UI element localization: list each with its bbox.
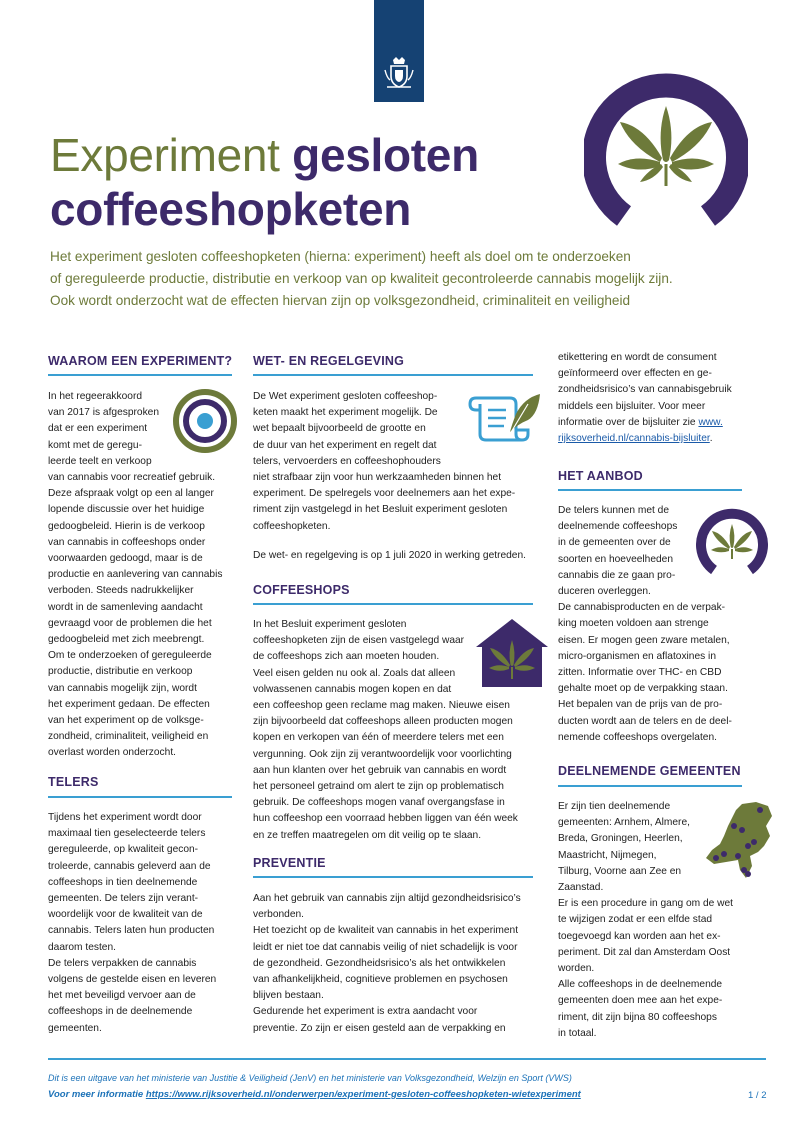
target-icon	[172, 388, 238, 454]
heading-gemeenten: DEELNEMENDE GEMEENTEN	[558, 764, 741, 778]
more-info-link[interactable]: https://www.rijksoverheid.nl/onderwerpen/experiment-gesloten-coffeeshopketen-wietexperiment	[145, 1089, 581, 1100]
divider	[48, 796, 232, 798]
house-leaf-icon	[474, 617, 550, 689]
intro-text: Het experiment gesloten coffeeshopketen (hierna: experiment) heeft als doel om te onderzoeken of gereguleerde productie, distributie en verkoop van op kwaliteit gecontroleerde cannabis mogelijk zijn. Ook wordt onderzocht wat de effecten hiervan zijn op volksgezondheid, criminaliteit en veiligheid	[50, 249, 673, 308]
heading-waarom: WAAROM EEN EXPERIMENT?	[48, 354, 233, 368]
text-aanbod: De telers kunnen met de deelnemende coffeeshops in de gemeenten over de soorten en hoeveelheden cannabis die ze gaan pro- duceren overleggen. De cannabisproducten en de verpak- king moeten voldoen aan strenge eisen. Er mogen geen zware metalen, micro-organismen en aflatoxines in zitten. Informatie over THC- en CBD gehalte moet op de verpakking staan. Het bepalen van de prijs van de pro- ducten wordt aan de telers en de deel- nemende coffeeshops overgelaten.	[558, 505, 732, 743]
page-title: Experiment gesloten coffeeshopketen	[50, 129, 479, 235]
scroll-quill-icon	[468, 390, 544, 444]
bijsluiter-link[interactable]: www.	[698, 416, 723, 428]
text-wet: De Wet experiment gesloten coffeeshop- keten maakt het experiment mogelijk. De wet bepaalt bijvoorbeeld de grootte en de duur van het experiment en regelt dat telers, vervoerders en coffeeshophouders niet strafbaar zijn voor hun werkzaamheden binnen het experiment. De spelregels voor deelnemers aan het expe- riment zijn vastgelegd in het Besluit experiment gesloten coffeeshopketen.	[253, 391, 516, 532]
heading-preventie: PREVENTIE	[253, 856, 326, 870]
text-wet-note: De wet- en regelgeving is op 1 juli 2020 in werking getreden.	[253, 550, 526, 561]
footer-publisher: Dit is een uitgave van het ministerie van Justitie & Veiligheid (JenV) en het ministerie van Volksgezondheid, Welzijn en Sport (VWS)	[48, 1073, 572, 1083]
divider	[48, 374, 232, 376]
text-gemeenten: Er zijn tien deelnemende gemeenten: Arnhem, Almere, Breda, Groningen, Heerlen, Maastricht, Nijmegen, Tilburg, Voorne aan Zee en Zaanstad. Er is een procedure in gang om de wet te wijzigen zodat er een elfde stad toegevoegd kan worden aan het ex- periment. Dit zal dan Amsterdam Oost worden. Alle coffeeshops in de deelnemende gemeenten doen mee aan het expe- riment, dit zijn bijna 80 coffeeshops in totaal.	[558, 801, 733, 1039]
cannabis-leaf-circle-icon	[584, 66, 748, 234]
netherlands-map-icon	[702, 800, 774, 882]
rijksoverheid-logo-icon	[383, 56, 415, 92]
heading-telers: TELERS	[48, 775, 99, 789]
heading-aanbod: HET AANBOD	[558, 469, 643, 483]
divider	[558, 489, 742, 491]
divider	[253, 603, 533, 605]
rijksoverheid-logo	[374, 0, 424, 102]
footer-divider	[48, 1058, 766, 1060]
divider	[253, 374, 533, 376]
text-coffeeshops: In het Besluit experiment gesloten coffeeshopketen zijn de eisen vastgelegd waar de coffeeshops zich aan moeten houden. Veel eisen gelden nu ook al. Zoals dat alleen volwassenen cannabis mogen kopen en dat een coffeeshop geen reclame mag maken. Nieuwe eisen zijn bijvoorbeeld dat coffeeshops alleen producten mogen kopen en verkopen van één of meerdere telers met een vergunning. Ook zijn zij verantwoordelijk voor voorlichting aan hun klanten over het gebruik van cannabis en wordt het personeel getraind om alert te zijn op problematisch gebruik. De coffeeshops mogen vanaf overgangsfase in hun coffeeshop een voorraad hebben liggen van één week en ze treffen maatregelen om dit veilig op te slaan.	[253, 619, 518, 841]
leaf-circle-icon	[696, 506, 768, 578]
divider	[253, 876, 533, 878]
footer-more-info: Voor meer informatie https://www.rijksoverheid.nl/onderwerpen/experiment-gesloten-coffeeshopketen-wietexperiment	[48, 1089, 581, 1100]
heading-coffeeshops: COFFEESHOPS	[253, 583, 350, 597]
text-preventie: Aan het gebruik van cannabis zijn altijd gezondheidsrisico’s verbonden. Het toezicht op de kwaliteit van cannabis in het experiment leidt er niet toe dat cannabis veilig of niet schadelijk is voor de gezondheid. Gezondheidsrisico’s als het ontwikkelen van afhankelijkheid, cognitieve problemen en psychosen blijven bestaan. Gedurende het experiment is extra aandacht voor preventie. Zo zijn er eisen gesteld aan de verpakking en	[253, 893, 521, 1034]
divider	[558, 785, 742, 787]
bijsluiter-link[interactable]: rijksoverheid.nl/cannabis-bijsluiter	[558, 433, 710, 445]
text-preventie-continued: etikettering en wordt de consument geïnformeerd over effecten en ge- zondheidsrisico’s van cannabisgebruik middels een bijsluiter. Voor meer informatie over de bijsluiter zie www. rijksoverheid.nl/cannabis-bijsluiter.	[558, 352, 732, 445]
heading-wet: WET- EN REGELGEVING	[253, 354, 405, 368]
page-number: 1 / 2	[748, 1090, 767, 1101]
text-waarom: In het regeerakkoord van 2017 is afgesproken dat er een experiment komt met de geregu- leerde teelt en verkoop van cannabis voor recreatief gebruik. Deze afspraak volgt op een al langer lopende discussie over het huidige gedoogbeleid. Hierin is de verkoop van cannabis in coffeeshops onder voorwaarden gedoogd, maar is de productie en aanlevering van cannabis verboden. Steeds nadrukkelijker wordt in de samenleving aandacht gevraagd voor de problemen die het gedoogbeleid met zich meebrengt. Om te onderzoeken of gereguleerde productie, distributie en verkoop van cannabis mogelijk zijn, wordt het experiment gedaan. De effecten van het experiment op de volksge- zondheid, criminaliteit, veiligheid en overlast worden onderzocht.	[48, 391, 223, 759]
text-telers: Tijdens het experiment wordt door maximaal tien geselecteerde telers gereguleerde, op kwaliteit gecon- troleerde, cannabis geleverd aan de coffeeshops in tien deelnemende gemeenten. De telers zijn verant- woordelijk voor de kwaliteit van de cannabis. Telers laten hun producten daarom testen. De telers verpakken de cannabis volgens de gestelde eisen en leveren het met beveiligd vervoer aan de coffeeshops in de deelnemende gemeenten.	[48, 812, 217, 1034]
